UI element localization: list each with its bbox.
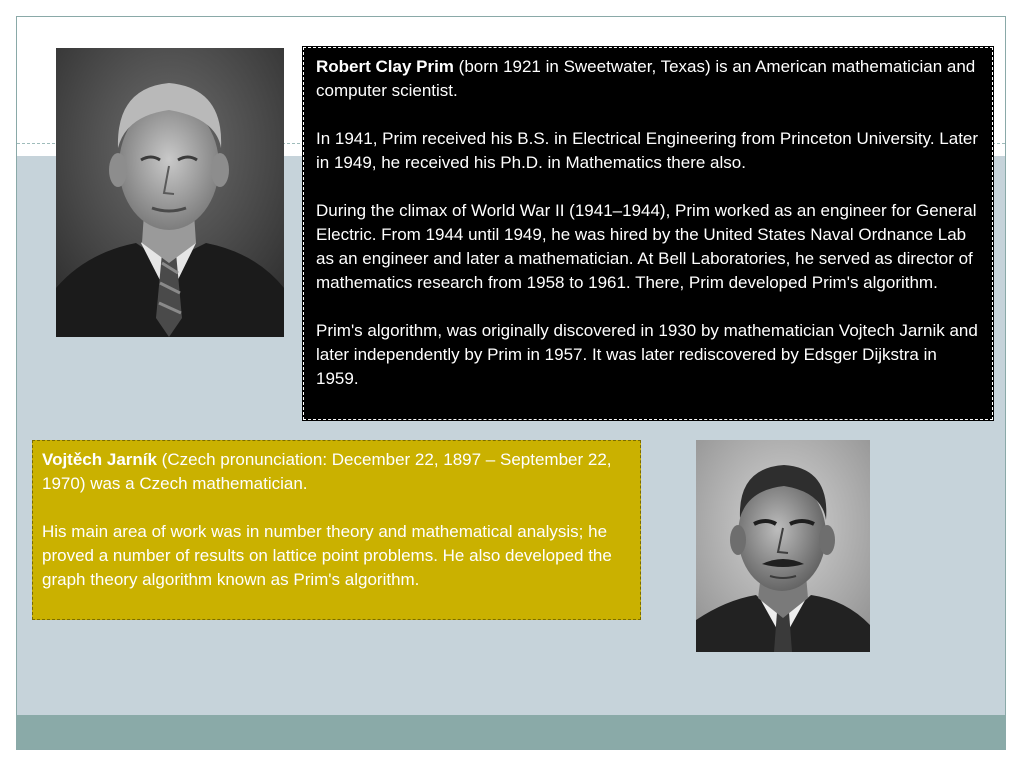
prim-education: In 1941, Prim received his B.S. in Electrical Engineering from Princeton University. Later in 1949, he received his Ph.D. in Mathematics there also. bbox=[316, 129, 979, 172]
prim-intro bbox=[316, 55, 982, 103]
jarnik-portrait bbox=[696, 440, 870, 652]
prim-algorithm-history: Prim's algorithm, was originally discovered in 1930 by mathematician Vojtech Jarnik and later independently by Prim in 1957. It was later rediscovered by Edsger Dijkstra in 1959. bbox=[316, 321, 978, 388]
prim-bio-box bbox=[303, 47, 993, 420]
jarnik-bio-box bbox=[32, 440, 641, 620]
jarnik-name: Vojtěch Jarník bbox=[42, 450, 157, 469]
jarnik-work: His main area of work was in number theory and mathematical analysis; he proved a number of results on lattice point problems. He also developed the graph theory algorithm known as Prim's algorithm. bbox=[42, 522, 612, 589]
slide-footer-band bbox=[17, 715, 1005, 749]
jarnik-intro-text: (Czech pronunciation: December 22, 1897 – September 22, 1970) was a Czech mathematician. bbox=[42, 450, 612, 493]
prim-intro-text: (born 1921 in Sweetwater, Texas) is an American mathematician and computer scientist. bbox=[316, 57, 976, 100]
prim-portrait bbox=[56, 48, 284, 337]
jarnik-intro bbox=[42, 448, 630, 496]
prim-name: Robert Clay Prim bbox=[316, 57, 454, 76]
prim-career: During the climax of World War II (1941–1944), Prim worked as an engineer for General Electric. From 1944 until 1949, he was hired by the United States Naval Ordnance Lab as an engineer and later a mathematician. At Bell Laboratories, he served as director of mathematics research from 1958 to 1961. There, Prim developed Prim's algorithm. bbox=[316, 201, 977, 292]
